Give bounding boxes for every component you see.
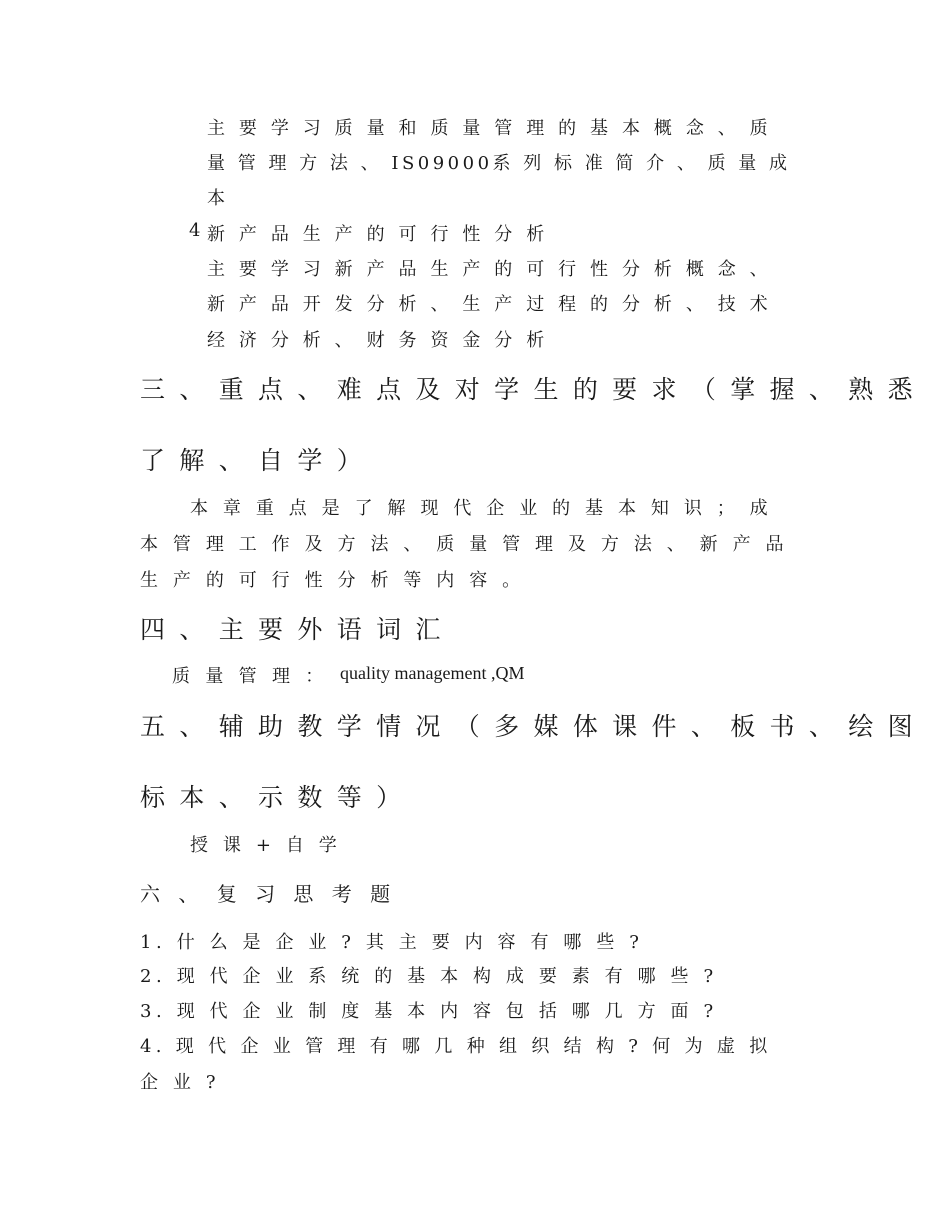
- question-2: 2. 现 代 企 业 系 统 的 基 本 构 成 要 素 有 哪 些 ?: [140, 966, 718, 987]
- section3-body-line-2: 本 管 理 工 作 及 方 法 、 质 量 管 理 及 方 法 、 新 产 品: [140, 534, 789, 555]
- section5-body: 授 课 + 自 学: [190, 835, 342, 856]
- question-3: 3. 现 代 企 业 制 度 基 本 内 容 包 括 哪 几 方 面 ?: [140, 1001, 718, 1022]
- term-chinese: 质 量 管 理 ：: [172, 666, 329, 687]
- section4-heading: 四 、 主 要 外 语 词 汇: [140, 615, 444, 644]
- item4-body-line-2: 新 产 品 开 发 分 析 、 生 产 过 程 的 分 析 、 技 术: [207, 294, 772, 315]
- item4-body-line-3: 经 济 分 析 、 财 务 资 金 分 析: [207, 330, 549, 351]
- item4-number: 4: [189, 220, 201, 241]
- question-1: 1. 什 么 是 企 业 ? 其 主 要 内 容 有 哪 些 ?: [140, 932, 644, 953]
- section3-body-line-3: 生 产 的 可 行 性 分 析 等 内 容 。: [140, 570, 525, 591]
- item4-body-line-1: 主 要 学 习 新 产 品 生 产 的 可 行 性 分 析 概 念 、: [207, 259, 772, 280]
- term-english: quality management ,QM: [340, 663, 525, 683]
- section5-heading-line-1: 五 、 辅 助 教 学 情 况 （ 多 媒 体 课 件 、 板 书 、 绘 图: [140, 712, 916, 741]
- item3-body-line-2: 量 管 理 方 法 、 IS09000系 列 标 准 简 介 、 质 量 成: [207, 153, 791, 174]
- section3-body-line-1: 本 章 重 点 是 了 解 现 代 企 业 的 基 本 知 识 ； 成: [190, 498, 773, 519]
- section3-heading-line-1: 三 、 重 点 、 难 点 及 对 学 生 的 要 求 （ 掌 握 、 熟 悉: [140, 375, 916, 404]
- section5-heading-line-2: 标 本 、 示 数 等 ）: [140, 783, 405, 812]
- item3-body-line-3: 本: [207, 188, 225, 209]
- item4-title: 新 产 品 生 产 的 可 行 性 分 析: [207, 224, 549, 245]
- section3-heading-line-2: 了 解 、 自 学 ）: [140, 446, 365, 475]
- question-4-continued: 企 业 ?: [140, 1072, 221, 1093]
- item3-body-line-1: 主 要 学 习 质 量 和 质 量 管 理 的 基 本 概 念 、 质: [207, 118, 772, 139]
- question-4: 4. 现 代 企 业 管 理 有 哪 几 种 组 织 结 构 ? 何 为 虚 拟: [140, 1036, 772, 1057]
- section6-heading: 六 、 复 习 思 考 题: [140, 882, 397, 906]
